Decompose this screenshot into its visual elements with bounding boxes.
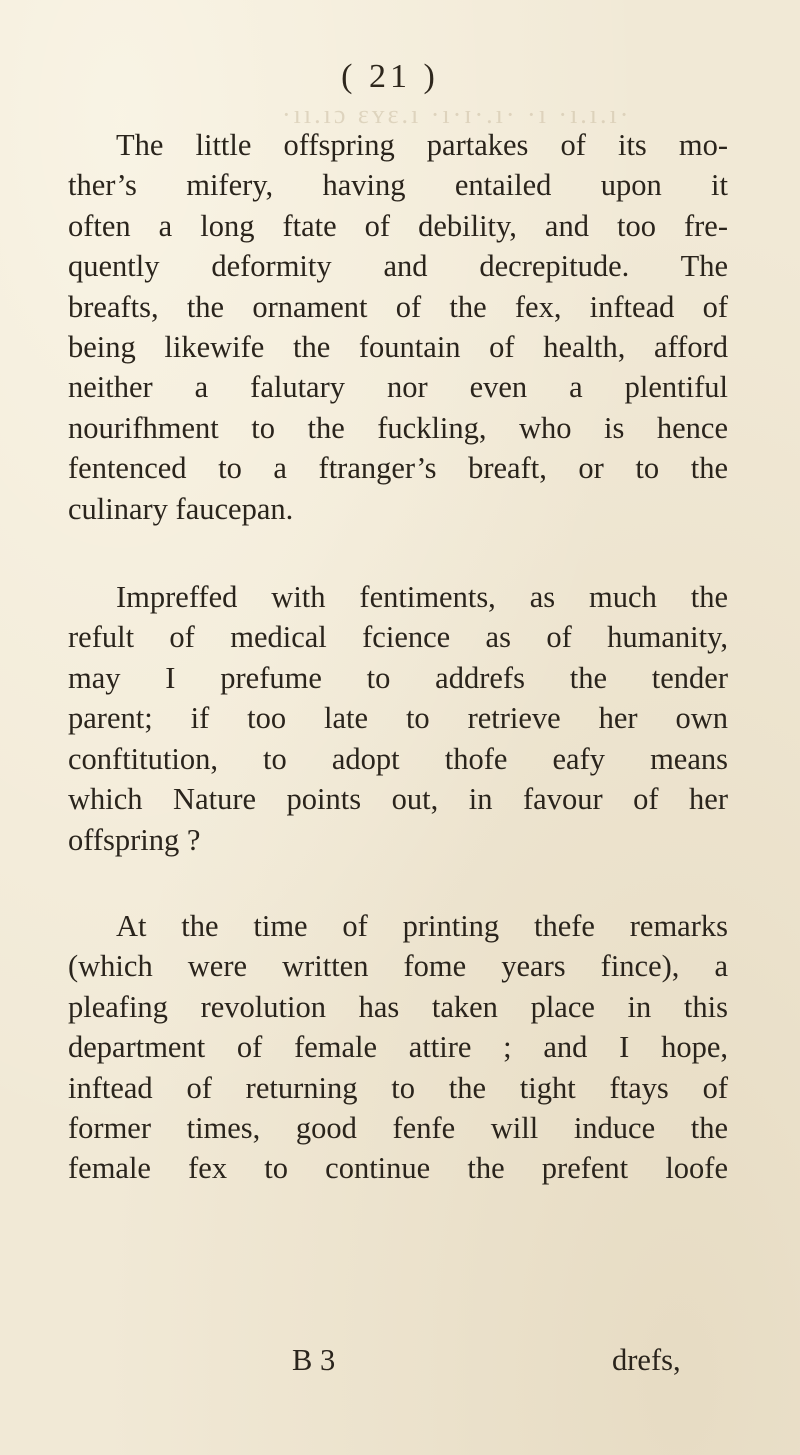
- text-line: pleafing revolution has taken place in this: [68, 989, 728, 1024]
- text-line: nourifhment to the fuckling, who is hence: [68, 410, 728, 445]
- text-line: being likewife the fountain of health, afford: [68, 330, 728, 365]
- text-line: refult of medical fcience as of humanity,: [68, 620, 728, 655]
- text-line: breafts, the ornament of the fex, inftead of: [68, 289, 728, 324]
- body-text: [68, 125, 728, 1189]
- text-line: often a long ftate of debility, and too fre-: [68, 208, 728, 243]
- signature-mark: B 3: [292, 1343, 336, 1377]
- bleed-through-text: ·ıı.ıɔ ɛʏɛ.ı ·ı·ɪ·.ı· ·ı ·ı.ı.ı·: [282, 100, 632, 128]
- text-line: former times, good fenfe will induce the: [68, 1110, 728, 1145]
- paragraph-1: [68, 125, 728, 529]
- paragraph-2: [68, 577, 728, 860]
- text-line: offspring ?: [68, 822, 201, 857]
- text-line: ther’s mifery, having entailed upon it: [68, 168, 728, 203]
- text-line: The little offspring partakes of its mo-: [116, 128, 728, 162]
- page-number: ( 21 ): [341, 58, 439, 95]
- text-line: quently deformity and decrepitude. The: [68, 249, 728, 284]
- text-line: inftead of returning to the tight ftays of: [68, 1070, 728, 1105]
- text-line: neither a falutary nor even a plentiful: [68, 370, 728, 405]
- catchword: drefs,: [612, 1343, 681, 1377]
- text-line: which Nature points out, in favour of her: [68, 782, 728, 817]
- text-line: At the time of printing thefe remarks: [116, 908, 728, 943]
- paragraph-3: [68, 906, 728, 1189]
- text-line: parent; if too late to retrieve her own: [68, 701, 728, 736]
- text-line: may I prefume to addrefs the tender: [68, 660, 728, 695]
- paragraph-gap: [68, 860, 728, 906]
- text-line: conftitution, to adopt thofe eafy means: [68, 741, 728, 776]
- text-line: fentenced to a ftranger’s breaft, or to the: [68, 451, 728, 486]
- text-line: (which were written fome years fince), a: [68, 949, 728, 984]
- paragraph-gap: [68, 529, 728, 577]
- text-line: Impreffed with fentiments, as much the: [116, 580, 728, 615]
- text-line: female fex to continue the prefent loofe: [68, 1151, 728, 1186]
- text-line: culinary faucepan.: [68, 491, 294, 526]
- text-line: department of female attire ; and I hope,: [68, 1030, 728, 1065]
